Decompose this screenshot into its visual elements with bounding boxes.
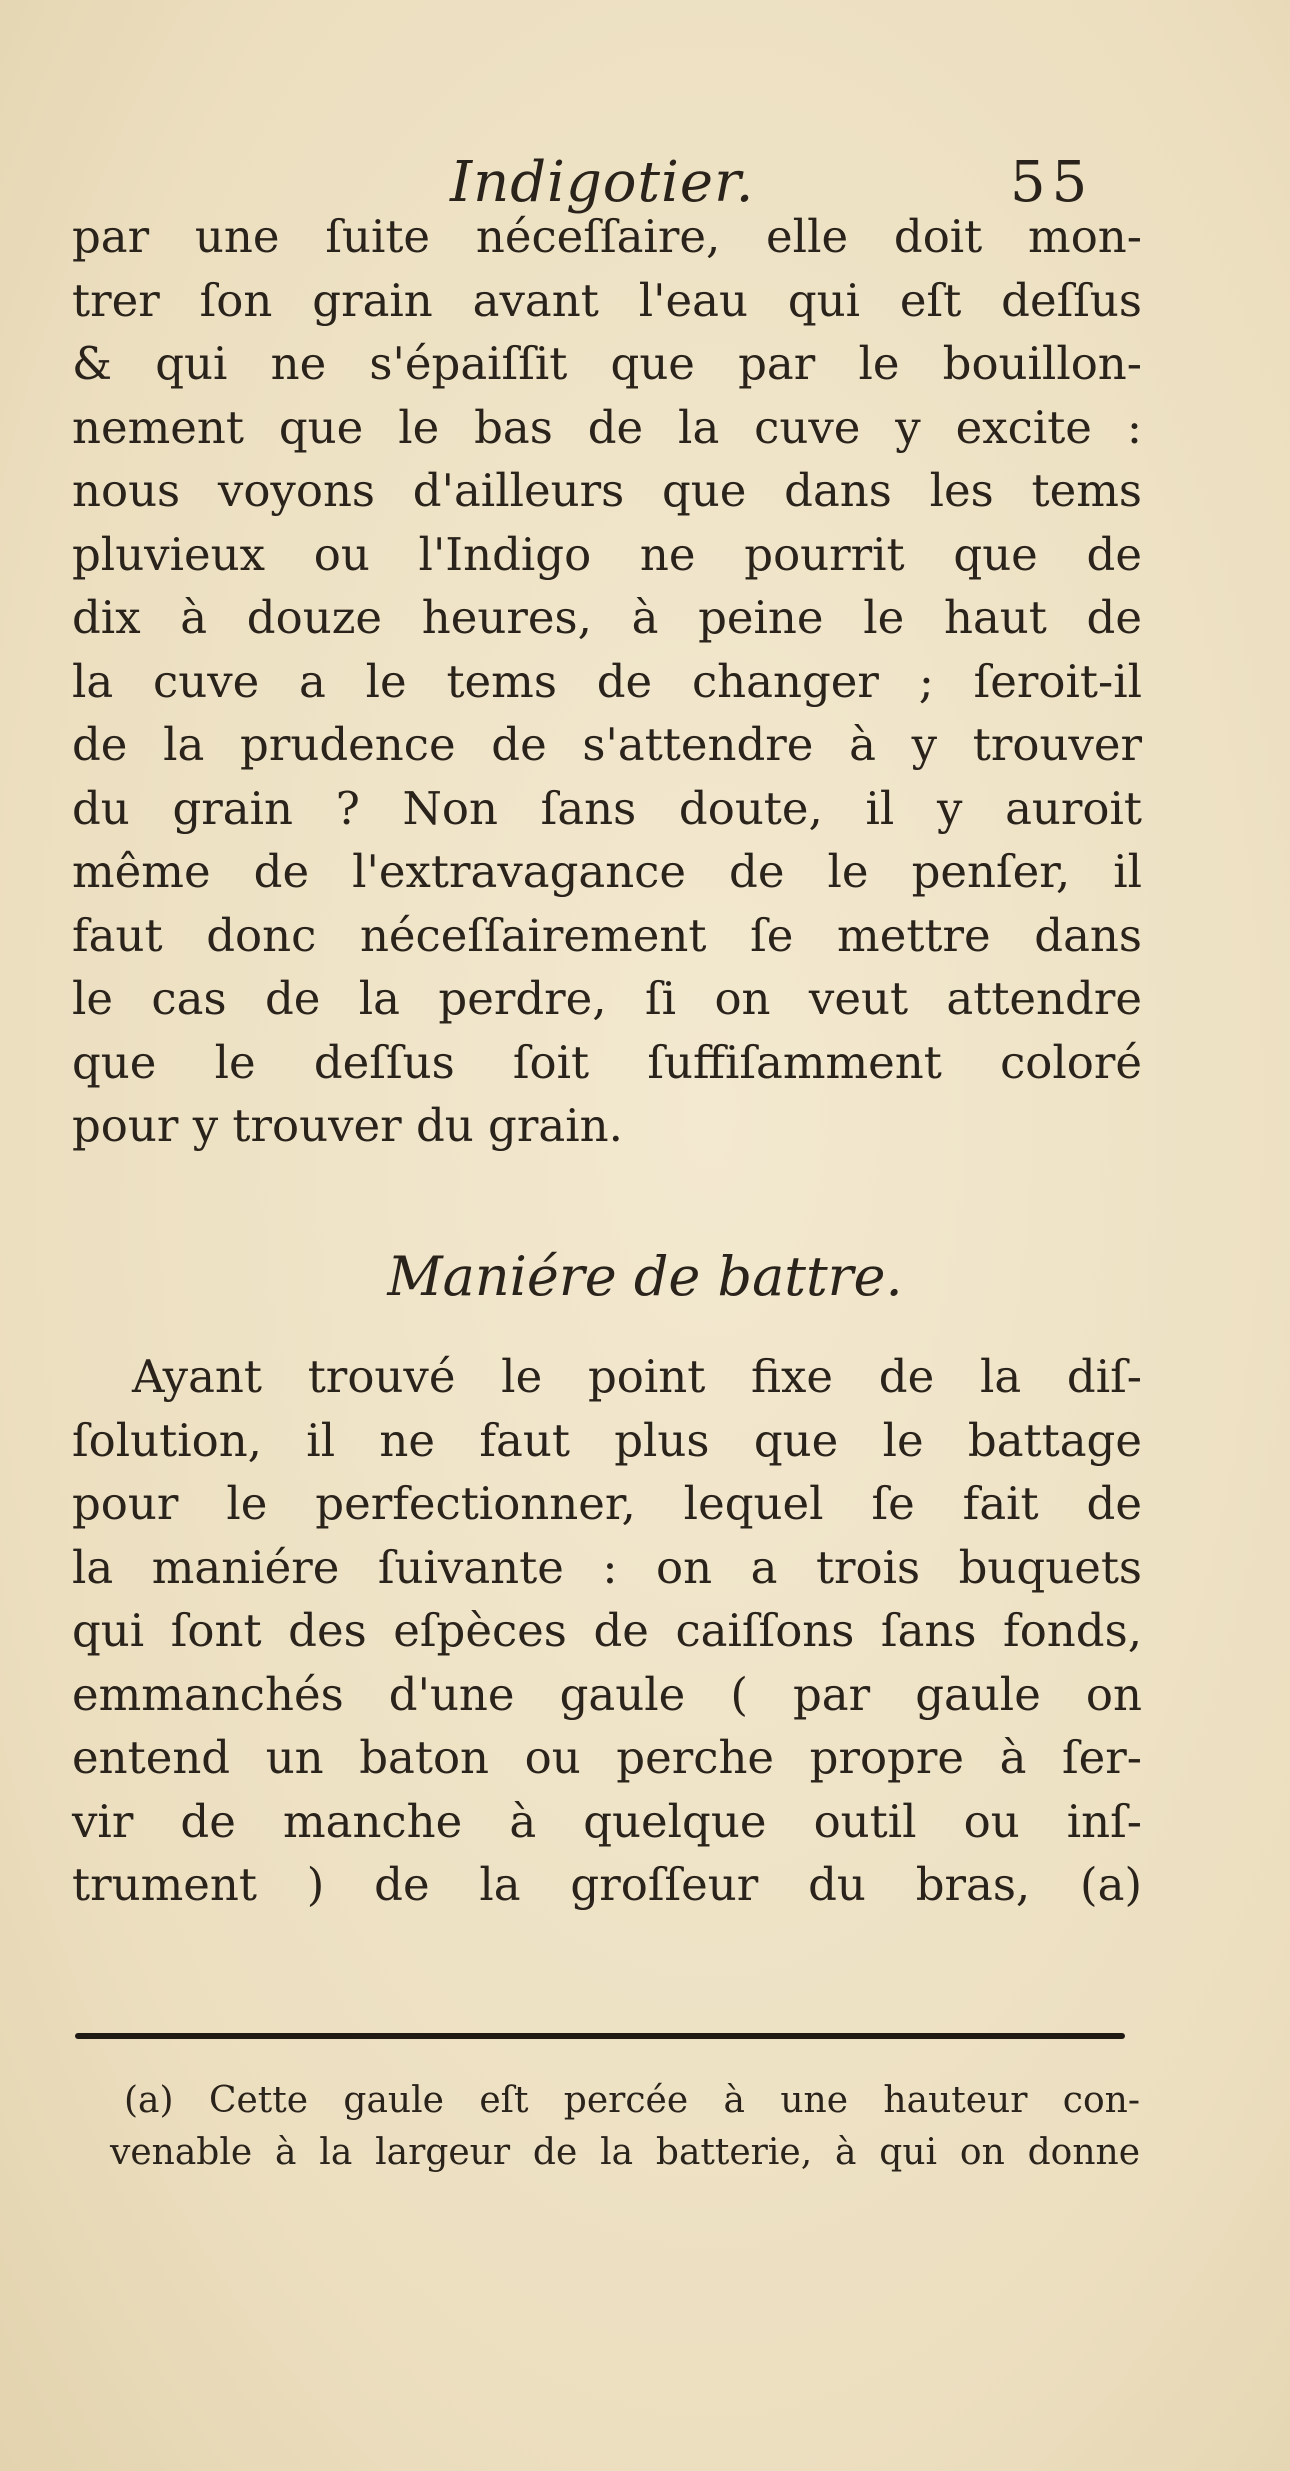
text-line: Ayant trouvé le point fixe de la diſ- [132, 1350, 1142, 1403]
text-line: emmanchés d'une gaule ( par gaule on [72, 1667, 1142, 1721]
text-line: faut donc néceſſairement ſe mettre dans [72, 908, 1142, 962]
text-line: ſolution, il ne faut plus que le battage [72, 1413, 1142, 1467]
text-line: nement que le bas de la cuve y excite : [72, 400, 1142, 454]
footnote-line: venable à la largeur de la batterie, à qui on donne [110, 2132, 1140, 2173]
text-line: nous voyons d'ailleurs que dans les tems [72, 464, 1142, 517]
text-line: que le deſſus ſoit ſuffiſamment coloré [72, 1035, 1142, 1089]
footnote-line: (a) Cette gaule eſt percée à une hauteur con- [124, 2080, 1140, 2121]
section-heading: Maniére de battre. [387, 1245, 903, 1308]
running-title: Indigotier. [450, 150, 755, 215]
text-line: vir de manche à quelque outil ou inſ- [72, 1794, 1142, 1848]
text-line: du grain ? Non ſans doute, il y auroit [72, 781, 1142, 835]
text-line: la cuve a le tems de changer ; ſeroit-il [72, 654, 1142, 708]
text-line: de la prudence de s'attendre à y trouver [72, 718, 1142, 771]
paragraph-1 [72, 205, 1142, 1158]
text-line: trument ) de la groſſeur du bras, (a) [72, 1858, 1142, 1911]
text-line: pluvieux ou l'Indigo ne pourrit que de [72, 527, 1142, 581]
text-line: trer ſon grain avant l'eau qui eſt deſſus [72, 273, 1142, 327]
footnote-divider [75, 2033, 1125, 2039]
footnote [110, 2075, 1140, 2179]
page-number: 55 [1010, 150, 1094, 215]
text-line: pour y trouver du grain. [72, 1099, 623, 1152]
text-line: la maniére ſuivante : on a trois buquets [72, 1540, 1142, 1594]
text-line: qui ſont des eſpèces de caiſſons ſans fonds, [72, 1604, 1142, 1657]
text-line: par une ſuite néceſſaire, elle doit mon- [72, 210, 1142, 263]
text-line: même de l'extravagance de le penſer, il [72, 845, 1142, 898]
text-line: entend un baton ou perche propre à ſer- [72, 1731, 1142, 1784]
text-line: le cas de la perdre, ſi on veut attendre [72, 972, 1142, 1025]
paragraph-2 [72, 1345, 1142, 1917]
text-line: pour le perfectionner, lequel ſe fait de [72, 1477, 1142, 1530]
text-line: & qui ne s'épaiſſit que par le bouillon- [72, 337, 1142, 390]
text-line: dix à douze heures, à peine le haut de [72, 591, 1142, 644]
